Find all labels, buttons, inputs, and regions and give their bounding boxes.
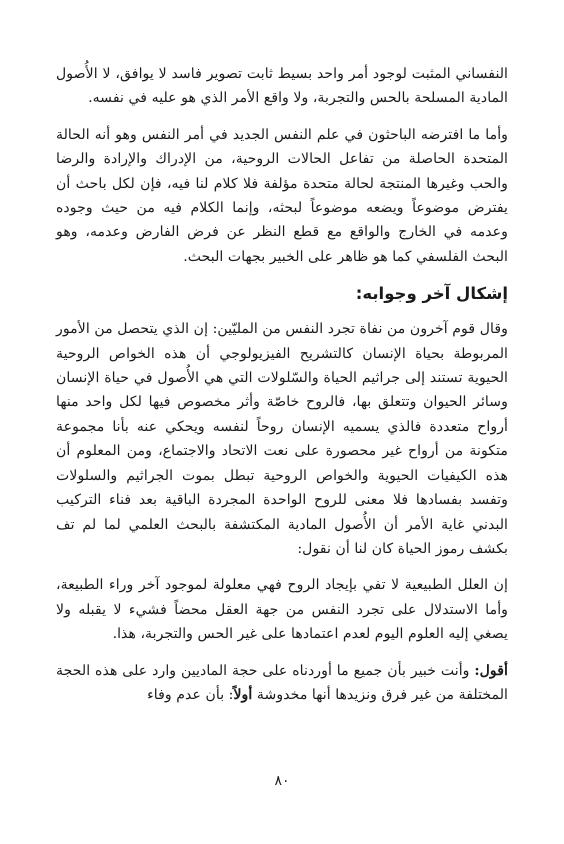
paragraph-1: النفساني المثبت لوجود أمر واحد بسيط ثابت تصوير فاسد لا يوافق، لا الأُصول المادية المسلحة بالحس والتجربة، ولا واقع الأمر الذي هو عليه في نفسه. bbox=[56, 66, 508, 107]
paragraph-3: وقال قوم آخرون من نفاة تجرد النفس من المليّين: إن الذي يتحصل من الأمور المربوطة بحياة الإنسان كالتشريح الفيزيولوجي أن هذه الخواص الروحية الحيوية تستند إلى جراثيم الحياة والسّلولات التي هي الأُصول في حياة الإنسان وسائر الحيوان وتتعلق بها، فالروح خاصّة وأثر مخصوص فيها لكل واحد منها أرواح متعددة فالذي يسميه الإنسان روحاً لنفسه ويحكي عنه بأنا مجموعة متكونة من أرواح غير محصورة على نعت الاتحاد والاجتماع، ومن المعلوم أن هذه الكيفيات الحيوية والخواص الروحية تبطل بموت الجراثيم والسلولات وتفسد بفسادها فلا معنى للروح الواحدة المجردة الباقية بعد فناء التركيب البدني غاية الأمر أن الأُصول المادية المكتشفة بالبحث العلمي لما لم تف بكشف رموز الحياة كان لنا أن نقول: bbox=[56, 321, 508, 557]
spacer bbox=[56, 647, 508, 659]
paragraph-2: وأما ما افترضه الباحثون في علم النفس الجديد في أمر النفس وهو أنه الحالة المتحدة الحاصلة من تفاعل الحالات الروحية، من الإدراك والإرادة والرضا والحب وغيرها المنتجة لحالة متحدة مؤلفة فلا كلام لنا فيه، فإن لكل باحث أن يفترض موضوعاً ويضعه موضوعاً لبحثه، وإنما الكلام فيه من حيث وجوده وعدمه في الخارج والواقع مع قطع النظر عن فرض الفارض وعدمه، وهو البحث الفلسفي كما هو ظاهر على الخبير بجهات البحث. bbox=[56, 126, 508, 265]
spacer bbox=[56, 561, 508, 573]
paragraph-5 bbox=[56, 659, 508, 708]
section-heading: إشكال آخر وجوابه: bbox=[355, 284, 508, 304]
paragraph-4: إن العلل الطبيعية لا تفي بإيجاد الروح فهي معلولة لموجود آخر وراء الطبيعة، وأما الاستدلال على تجرد النفس من جهة العقل محضاً فشيء لا يقبله ولا يصغي إليه العلوم اليوم لعدم اعتمادها على غير الحس والتجربة، هذا. bbox=[56, 577, 508, 643]
spacer bbox=[56, 307, 508, 317]
paragraph-5-lead: أقول: bbox=[474, 662, 508, 679]
paragraph-5-emphasis: أولاً bbox=[233, 686, 253, 703]
paragraph-5-text-a: وأنت خبير بأن جميع ما أوردناه على حجة الماديين وارد على هذه الحجة المختلفة من غير فرق ونزيدها أنها مخدوشة bbox=[56, 662, 508, 703]
paragraph-5-text-b: : بأن عدم وفاء bbox=[147, 686, 234, 703]
spacer bbox=[56, 269, 508, 281]
spacer bbox=[56, 111, 508, 123]
page-body bbox=[56, 62, 508, 707]
page-number: ٨٠ bbox=[274, 773, 290, 789]
